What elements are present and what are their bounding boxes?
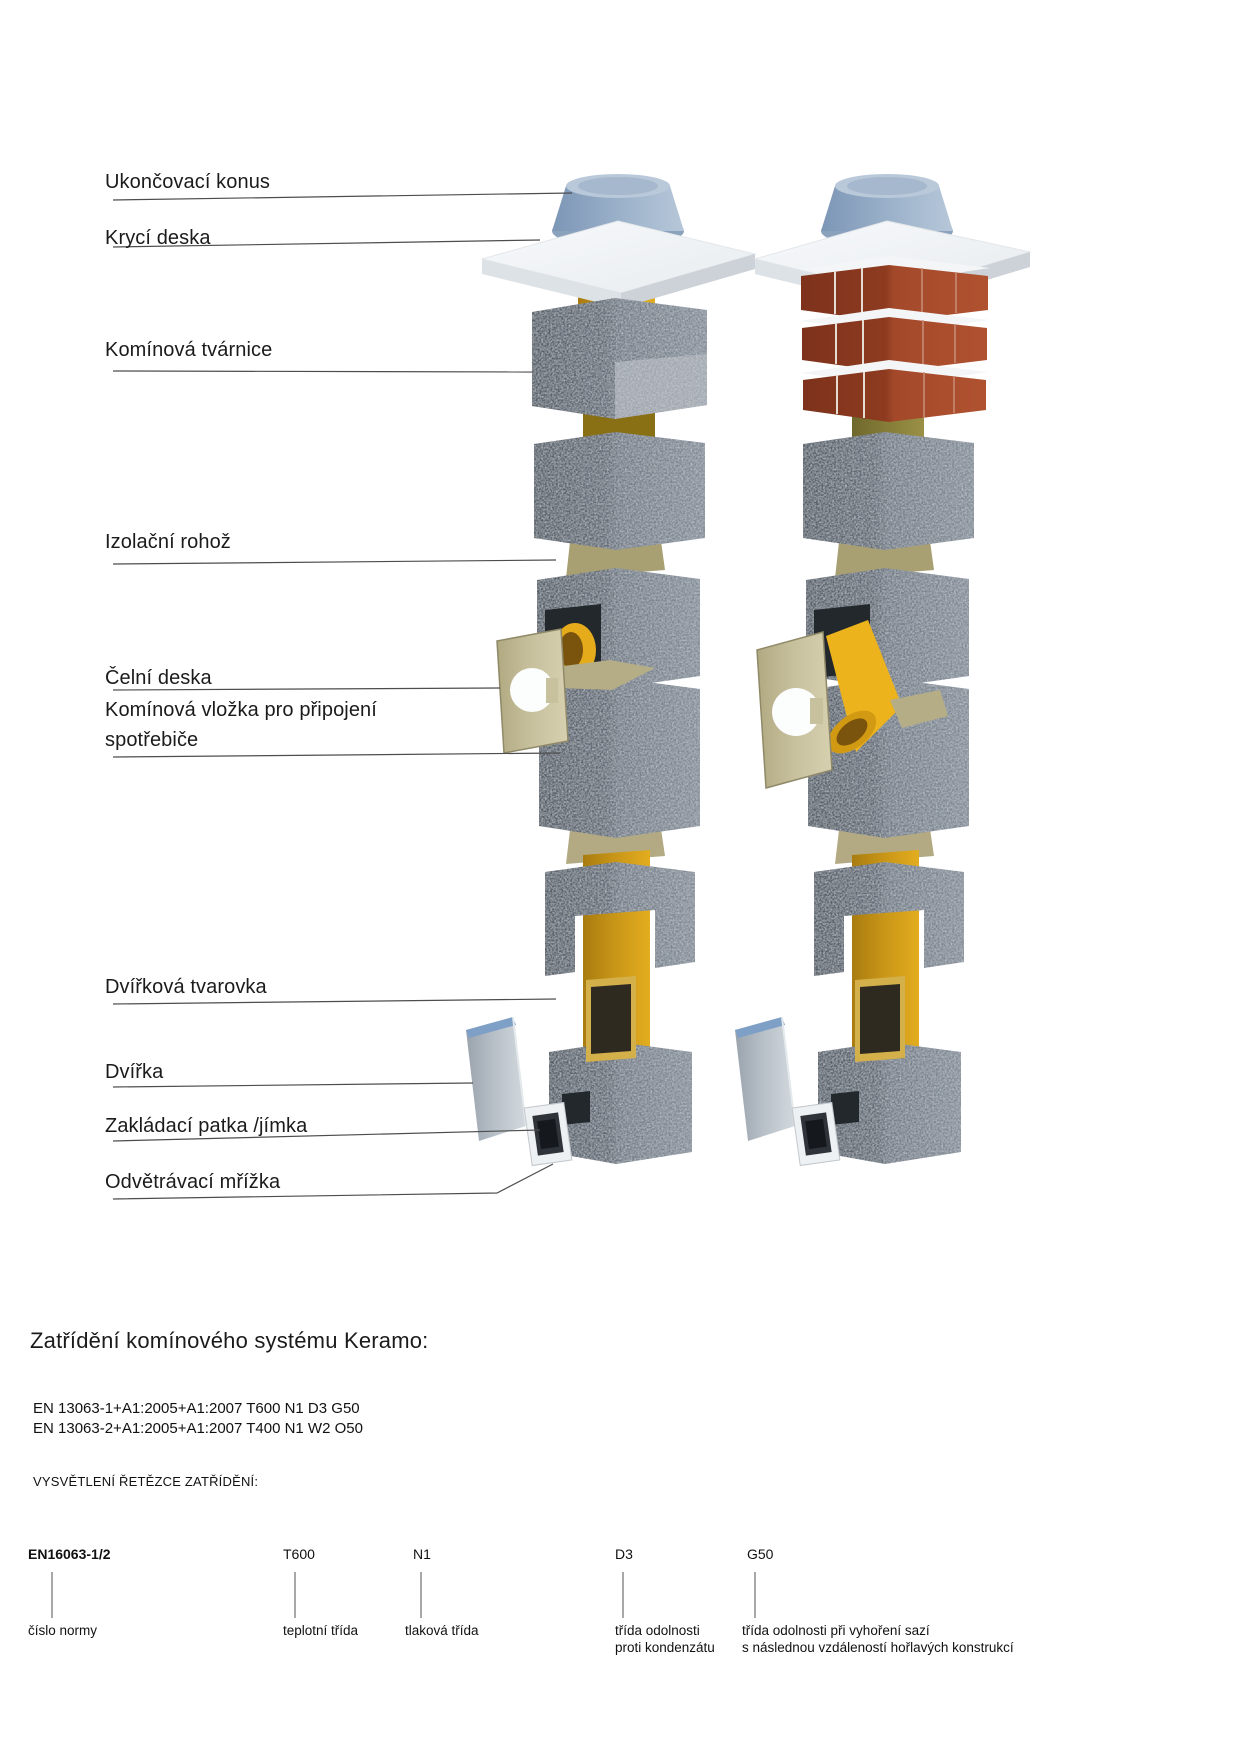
label-spotrebice: spotřebiče	[105, 729, 199, 751]
explanation-label-g50	[742, 1622, 1014, 1656]
explanation-heading: VYSVĚTLENÍ ŘETĚZCE ZATŘÍDĚNÍ:	[33, 1474, 259, 1489]
door-panel-left	[466, 1017, 526, 1141]
base-notch-right	[831, 1091, 859, 1125]
label-zakladaci-patka: Zakládací patka /jímka	[105, 1115, 308, 1137]
standard-line-2: EN 13063-2+A1:2005+A1:2007 T400 N1 W2 O50	[33, 1420, 363, 1437]
vent-grille-right	[792, 1102, 840, 1165]
liner-door-opening-left	[586, 976, 636, 1062]
label-dvirka: Dvířka	[105, 1061, 164, 1083]
label-dvirkova-tvarovka: Dvířková tvarovka	[105, 976, 267, 998]
label-kominova-tvarnice: Komínová tvárnice	[105, 339, 273, 361]
explanation-label-g50-line1: třída odolnosti při vyhoření sazí	[742, 1623, 930, 1638]
explanation-label-n1-line1: tlaková třída	[405, 1623, 479, 1638]
explanation-label-norm	[28, 1622, 97, 1639]
explanation-label-d3-line2: proti kondenzátu	[615, 1640, 715, 1655]
explanation-label-d3-line1: třída odolnosti	[615, 1623, 700, 1638]
explanation-code-n1: N1	[413, 1546, 431, 1562]
explanation-label-t600	[283, 1622, 358, 1639]
vent-grille-left	[524, 1102, 572, 1165]
label-odvetravaci-mrizka: Odvětrávací mřížka	[105, 1171, 281, 1193]
brick-bands-right	[799, 256, 990, 422]
door-panel-right	[735, 1017, 795, 1141]
explanation-code-g50: G50	[747, 1546, 774, 1562]
label-izolacni-rohoz: Izolační rohož	[105, 531, 231, 553]
explanation-label-d3	[615, 1622, 715, 1656]
liner-door-opening-right	[855, 976, 905, 1062]
label-kominova-vlozka: Komínová vložka pro připojení	[105, 699, 377, 721]
cover-plate-left	[482, 221, 755, 308]
explanation-label-t600-line1: teplotní třída	[283, 1623, 359, 1638]
explanation-code-d3: D3	[615, 1546, 633, 1562]
explanation-code-t600: T600	[283, 1546, 315, 1562]
front-plate-right	[757, 632, 832, 788]
label-celni-deska: Čelní deska	[105, 667, 212, 689]
explanation-label-norm-line1: číslo normy	[28, 1623, 98, 1638]
classification-heading: Zatřídění komínového systému Keramo:	[30, 1328, 429, 1353]
label-kryci-deska: Krycí deska	[105, 227, 211, 249]
front-plate-left	[497, 629, 568, 753]
explanation-code-norm: EN16063-1/2	[28, 1546, 111, 1562]
explanation-label-g50-line2: s následnou vzdáleností hořlavých konstrukcí	[742, 1640, 1014, 1655]
standard-line-1: EN 13063-1+A1:2005+A1:2007 T600 N1 D3 G50	[33, 1400, 360, 1417]
explanation-label-n1	[405, 1622, 479, 1639]
explanation-connector-lines	[52, 1572, 755, 1618]
label-ukoncovaci-konus: Ukončovací konus	[105, 171, 271, 193]
